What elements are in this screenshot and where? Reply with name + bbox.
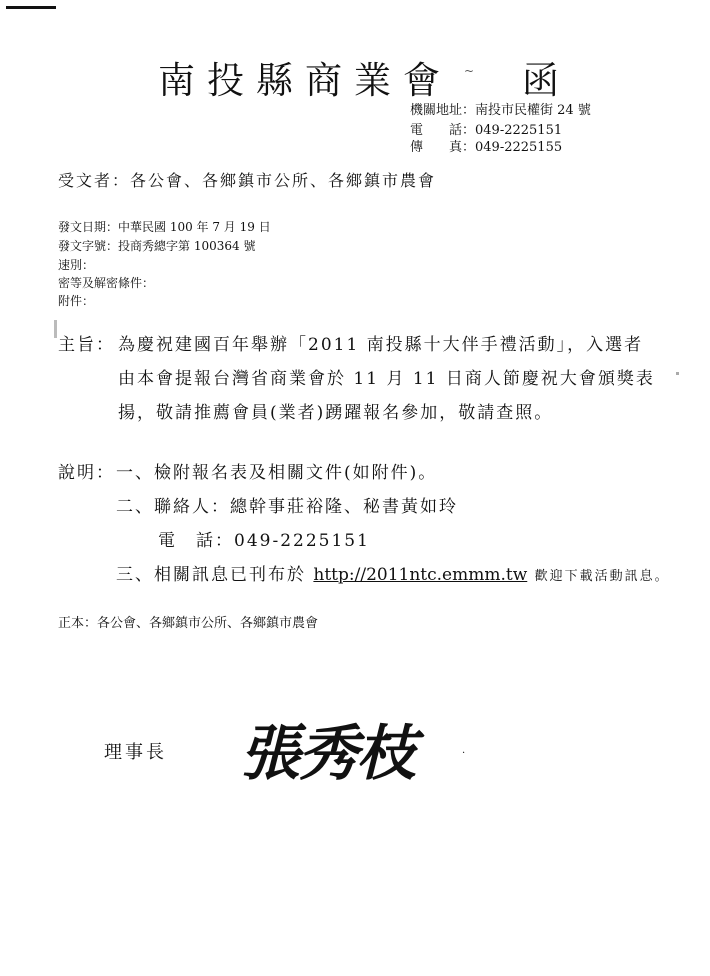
chairman-signature: 張秀枝 — [240, 719, 414, 789]
chairman-title: 理事長 — [104, 742, 167, 763]
delivery-speed: 速別： — [58, 258, 95, 272]
recipient: 受文者：各公會、各鄉鎮市公所、各鄉鎮市農會 — [58, 171, 437, 190]
item3-suffix: 歡迎下載活動訊息。 — [534, 569, 670, 584]
subject-label: 主旨： — [58, 335, 115, 355]
phone-label: 電 話： — [410, 123, 476, 138]
fax-line — [410, 136, 562, 155]
copies-to: 正本：各公會、各鄉鎮市公所、各鄉鎮市農會 — [58, 616, 319, 631]
subject-line-2: 由本會提報台灣省商業會於 11 月 11 日商人節慶祝大會頒獎表 — [118, 369, 655, 389]
contact-phone: 電 話：049-2225151 — [158, 531, 370, 551]
header-rule — [6, 6, 56, 9]
attachments: 附件： — [58, 294, 95, 308]
explanation-item-1: 一、檢附報名表及相關文件(如附件)。 — [116, 463, 438, 483]
subject-line-3: 揚，敬請推薦會員(業者)踴躍報名參加，敬請查照。 — [118, 403, 554, 423]
address-line — [410, 99, 591, 118]
issue-date: 發文日期：中華民國 100 年 7 月 19 日 — [58, 220, 271, 234]
address-value: 南投市民權街 24 號 — [475, 103, 591, 118]
subject-line-1: 為慶祝建國百年舉辦「2011 南投縣十大伴手禮活動」，入選者 — [118, 335, 644, 355]
title-mark: ~ — [464, 64, 475, 78]
signature-dot: . — [462, 745, 466, 756]
event-url-link[interactable]: http://2011ntc.emmm.tw — [313, 565, 528, 585]
item3-prefix: 三、相關訊息已刊布於 — [116, 565, 306, 585]
explanation-item-3 — [116, 560, 670, 585]
phone-value: 049-2225151 — [475, 123, 563, 138]
doc-type: 函 — [522, 59, 559, 102]
scan-speck — [676, 372, 679, 375]
explanation-label: 說明： — [58, 463, 115, 483]
address-label: 機關地址： — [410, 103, 476, 118]
secrecy-level: 密等及解密條件： — [58, 276, 155, 290]
fax-label: 傳 真： — [410, 140, 476, 155]
org-title: 南投縣商業會 — [158, 59, 452, 102]
explanation-item-2: 二、聯絡人：總幹事莊裕隆、秘書黃如玲 — [116, 497, 458, 517]
scan-mark — [54, 320, 57, 338]
fax-value: 049-2225155 — [475, 140, 563, 155]
reference-number: 發文字號：投商秀總字第 100364 號 — [58, 239, 256, 253]
